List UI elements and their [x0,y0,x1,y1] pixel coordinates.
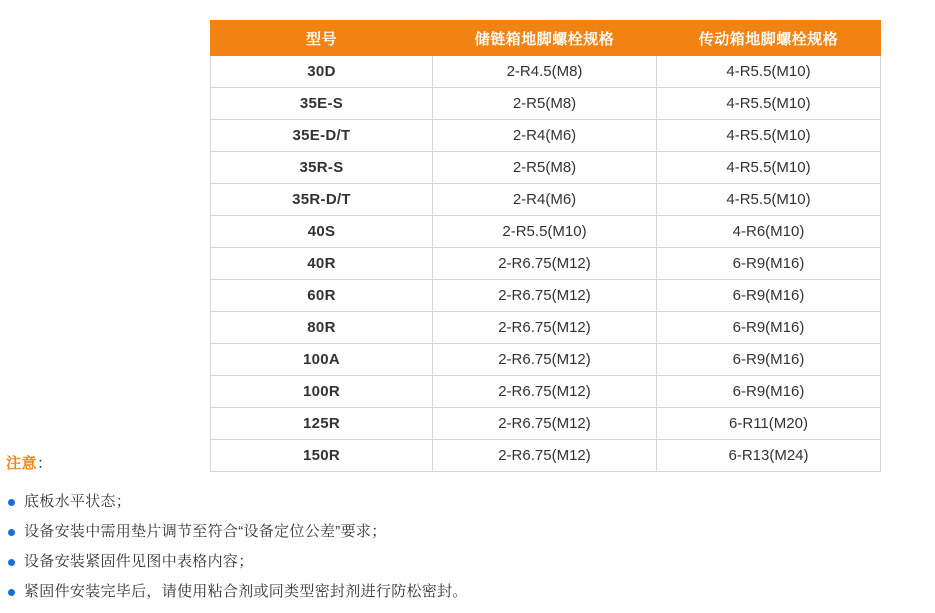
cell-model: 150R [211,440,433,472]
notes-title [6,452,906,473]
bullet-icon [8,559,15,566]
table-row [211,184,881,216]
cell-chain-box-bolt-spec: 2-R5.5(M10) [433,216,657,248]
cell-model: 35E-D/T [211,120,433,152]
table-body [211,56,881,472]
note-text: 设备安装紧固件见图中表格内容； [24,553,254,570]
cell-model: 125R [211,408,433,440]
cell-model: 35E-S [211,88,433,120]
table-header [211,21,881,56]
cell-model: 40R [211,248,433,280]
cell-model: 35R-D/T [211,184,433,216]
cell-chain-box-bolt-spec: 2-R6.75(M12) [433,312,657,344]
cell-drive-box-bolt-spec: 6-R11(M20) [657,408,881,440]
notes-title-colon: ： [37,455,53,472]
cell-drive-box-bolt-spec: 4-R5.5(M10) [657,184,881,216]
cell-chain-box-bolt-spec: 2-R6.75(M12) [433,408,657,440]
cell-chain-box-bolt-spec: 2-R4(M6) [433,120,657,152]
table-row [211,152,881,184]
cell-model: 80R [211,312,433,344]
column-header-drive-box-bolt-spec: 传动箱地脚螺栓规格 [657,21,881,56]
table-header-row [211,21,881,56]
table-row [211,408,881,440]
table-row [211,56,881,88]
cell-drive-box-bolt-spec: 4-R5.5(M10) [657,88,881,120]
cell-chain-box-bolt-spec: 2-R6.75(M12) [433,280,657,312]
notes-title-text: 注意 [6,455,38,472]
list-item [6,487,906,517]
cell-model: 30D [211,56,433,88]
cell-drive-box-bolt-spec: 6-R9(M16) [657,376,881,408]
cell-drive-box-bolt-spec: 4-R5.5(M10) [657,152,881,184]
table-row [211,248,881,280]
cell-drive-box-bolt-spec: 6-R9(M16) [657,312,881,344]
cell-chain-box-bolt-spec: 2-R6.75(M12) [433,344,657,376]
cell-drive-box-bolt-spec: 6-R13(M24) [657,440,881,472]
table-row [211,120,881,152]
note-text: 底板水平状态； [24,493,132,510]
notes-section [6,452,906,607]
cell-drive-box-bolt-spec: 4-R5.5(M10) [657,56,881,88]
cell-drive-box-bolt-spec: 6-R9(M16) [657,280,881,312]
cell-model: 100R [211,376,433,408]
cell-chain-box-bolt-spec: 2-R4(M6) [433,184,657,216]
list-item [6,547,906,577]
column-header-model: 型号 [211,21,433,56]
anchor-bolt-spec-table [210,20,881,472]
spec-table-container [210,20,880,472]
cell-drive-box-bolt-spec: 4-R6(M10) [657,216,881,248]
note-text: 紧固件安装完毕后，请使用粘合剂或同类型密封剂进行防松密封。 [24,583,468,600]
cell-chain-box-bolt-spec: 2-R6.75(M12) [433,376,657,408]
table-row [211,344,881,376]
bullet-icon [8,499,15,506]
cell-drive-box-bolt-spec: 6-R9(M16) [657,248,881,280]
cell-chain-box-bolt-spec: 2-R6.75(M12) [433,440,657,472]
cell-chain-box-bolt-spec: 2-R6.75(M12) [433,248,657,280]
cell-drive-box-bolt-spec: 6-R9(M16) [657,344,881,376]
table-row [211,312,881,344]
cell-model: 100A [211,344,433,376]
bullet-icon [8,529,15,536]
cell-drive-box-bolt-spec: 4-R5.5(M10) [657,120,881,152]
column-header-chain-box-bolt-spec: 储链箱地脚螺栓规格 [433,21,657,56]
table-row [211,88,881,120]
notes-list [6,487,906,607]
table-row [211,280,881,312]
list-item [6,577,906,607]
list-item [6,517,906,547]
table-row [211,376,881,408]
note-text: 设备安装中需用垫片调节至符合“设备定位公差”要求； [24,523,387,540]
cell-chain-box-bolt-spec: 2-R5(M8) [433,152,657,184]
cell-model: 60R [211,280,433,312]
bullet-icon [8,589,15,596]
cell-chain-box-bolt-spec: 2-R5(M8) [433,88,657,120]
cell-model: 40S [211,216,433,248]
cell-model: 35R-S [211,152,433,184]
cell-chain-box-bolt-spec: 2-R4.5(M8) [433,56,657,88]
table-row [211,216,881,248]
